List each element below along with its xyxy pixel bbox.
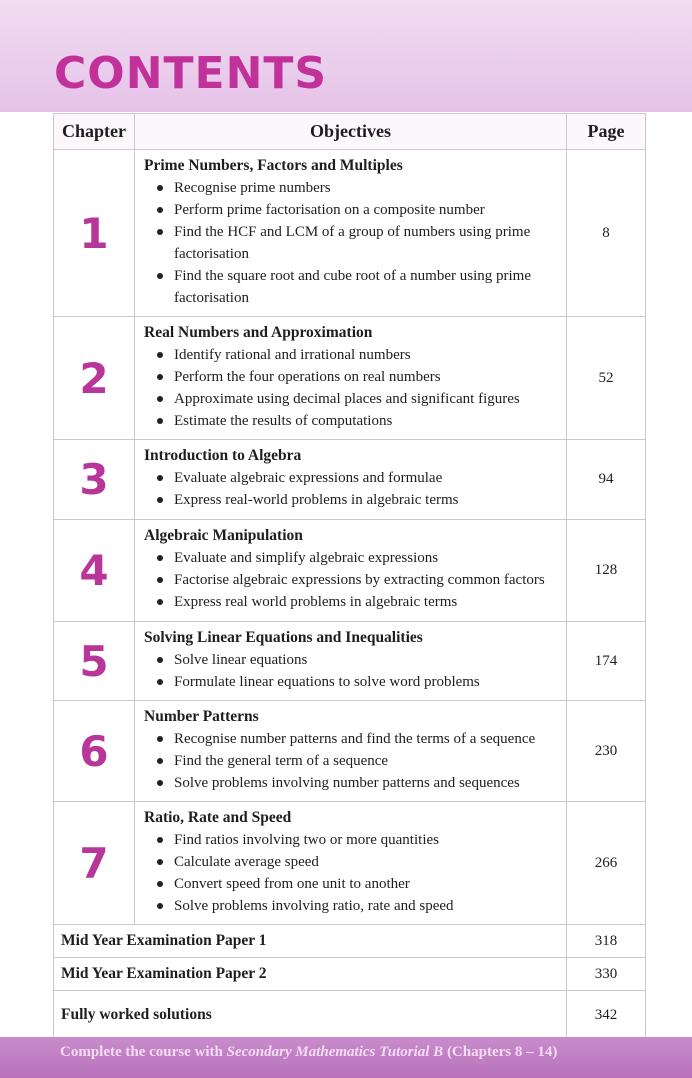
objective-item: Solve linear equations <box>157 649 558 671</box>
chapter-objectives <box>135 520 567 622</box>
chapter-row <box>54 150 646 317</box>
chapter-title: Number Patterns <box>144 708 259 725</box>
objective-item: Convert speed from one unit to another <box>157 873 558 895</box>
objective-item: Express real world problems in algebraic terms <box>157 591 558 613</box>
chapter-title: Introduction to Algebra <box>144 447 302 464</box>
objective-list <box>144 829 558 917</box>
chapter-number: 6 <box>54 701 135 802</box>
chapter-row <box>54 317 646 440</box>
extra-row <box>54 991 646 1040</box>
objective-item: Calculate average speed <box>157 851 558 873</box>
chapter-row <box>54 520 646 622</box>
chapter-title: Prime Numbers, Factors and Multiples <box>144 157 403 174</box>
chapter-number: 3 <box>54 440 135 520</box>
chapter-page: 128 <box>567 520 646 622</box>
objective-item: Recognise prime numbers <box>157 177 558 199</box>
chapter-row <box>54 802 646 925</box>
objective-item: Factorise algebraic expressions by extracting common factors <box>157 569 558 591</box>
extra-label: Mid Year Examination Paper 2 <box>54 958 567 991</box>
extra-label: Fully worked solutions <box>54 991 567 1040</box>
objective-item: Identify rational and irrational numbers <box>157 344 558 366</box>
objective-item: Recognise number patterns and find the terms of a sequence <box>157 728 558 750</box>
chapter-objectives <box>135 701 567 802</box>
chapter-number: 4 <box>54 520 135 622</box>
objective-item: Formulate linear equations to solve word problems <box>157 671 558 693</box>
extra-page: 318 <box>567 925 646 958</box>
chapter-number: 1 <box>54 150 135 317</box>
contents-body <box>54 150 646 1040</box>
objective-item: Perform the four operations on real numbers <box>157 366 558 388</box>
objective-item: Solve problems involving ratio, rate and speed <box>157 895 558 917</box>
chapter-row <box>54 622 646 701</box>
objective-list <box>144 728 558 794</box>
objective-item: Find the square root and cube root of a number using prime factorisation <box>157 265 558 309</box>
objective-item: Express real-world problems in algebraic terms <box>157 489 558 511</box>
chapter-page: 230 <box>567 701 646 802</box>
chapter-objectives <box>135 622 567 701</box>
objective-list <box>144 649 558 693</box>
chapter-title: Algebraic Manipulation <box>144 527 303 544</box>
chapter-page: 94 <box>567 440 646 520</box>
objective-item: Perform prime factorisation on a composite number <box>157 199 558 221</box>
objective-item: Evaluate and simplify algebraic expressions <box>157 547 558 569</box>
chapter-header: Chapter <box>54 114 135 150</box>
objective-item: Find ratios involving two or more quantities <box>157 829 558 851</box>
extra-page: 342 <box>567 991 646 1040</box>
extra-page: 330 <box>567 958 646 991</box>
objective-item: Approximate using decimal places and significant figures <box>157 388 558 410</box>
chapter-row <box>54 701 646 802</box>
chapter-objectives <box>135 802 567 925</box>
chapter-page: 8 <box>567 150 646 317</box>
objective-item: Find the general term of a sequence <box>157 750 558 772</box>
footer-suffix: (Chapters 8 – 14) <box>443 1044 558 1060</box>
footer-note <box>60 1044 557 1061</box>
chapter-title: Solving Linear Equations and Inequalities <box>144 629 423 646</box>
objective-item: Find the HCF and LCM of a group of numbers using prime factorisation <box>157 221 558 265</box>
chapter-objectives <box>135 440 567 520</box>
chapter-objectives <box>135 317 567 440</box>
page-title: CONTENTS <box>54 48 328 99</box>
chapter-page: 52 <box>567 317 646 440</box>
footer-book-title: Secondary Mathematics Tutorial B <box>226 1044 444 1060</box>
extra-row <box>54 958 646 991</box>
header-row <box>54 114 646 150</box>
chapter-page: 266 <box>567 802 646 925</box>
objective-item: Evaluate algebraic expressions and formulae <box>157 467 558 489</box>
objective-list <box>144 547 558 613</box>
page-header: Page <box>567 114 646 150</box>
footer-prefix: Complete the course with <box>60 1044 227 1060</box>
chapter-page: 174 <box>567 622 646 701</box>
objective-list <box>144 177 558 309</box>
chapter-title: Ratio, Rate and Speed <box>144 809 292 826</box>
objective-item: Estimate the results of computations <box>157 410 558 432</box>
objective-list <box>144 344 558 432</box>
chapter-number: 7 <box>54 802 135 925</box>
objective-list <box>144 467 558 511</box>
objectives-header: Objectives <box>135 114 567 150</box>
extra-label: Mid Year Examination Paper 1 <box>54 925 567 958</box>
contents-table <box>53 113 646 1040</box>
chapter-objectives <box>135 150 567 317</box>
chapter-number: 2 <box>54 317 135 440</box>
chapter-number: 5 <box>54 622 135 701</box>
chapter-title: Real Numbers and Approximation <box>144 324 373 341</box>
chapter-row <box>54 440 646 520</box>
objective-item: Solve problems involving number patterns and sequences <box>157 772 558 794</box>
extra-row <box>54 925 646 958</box>
